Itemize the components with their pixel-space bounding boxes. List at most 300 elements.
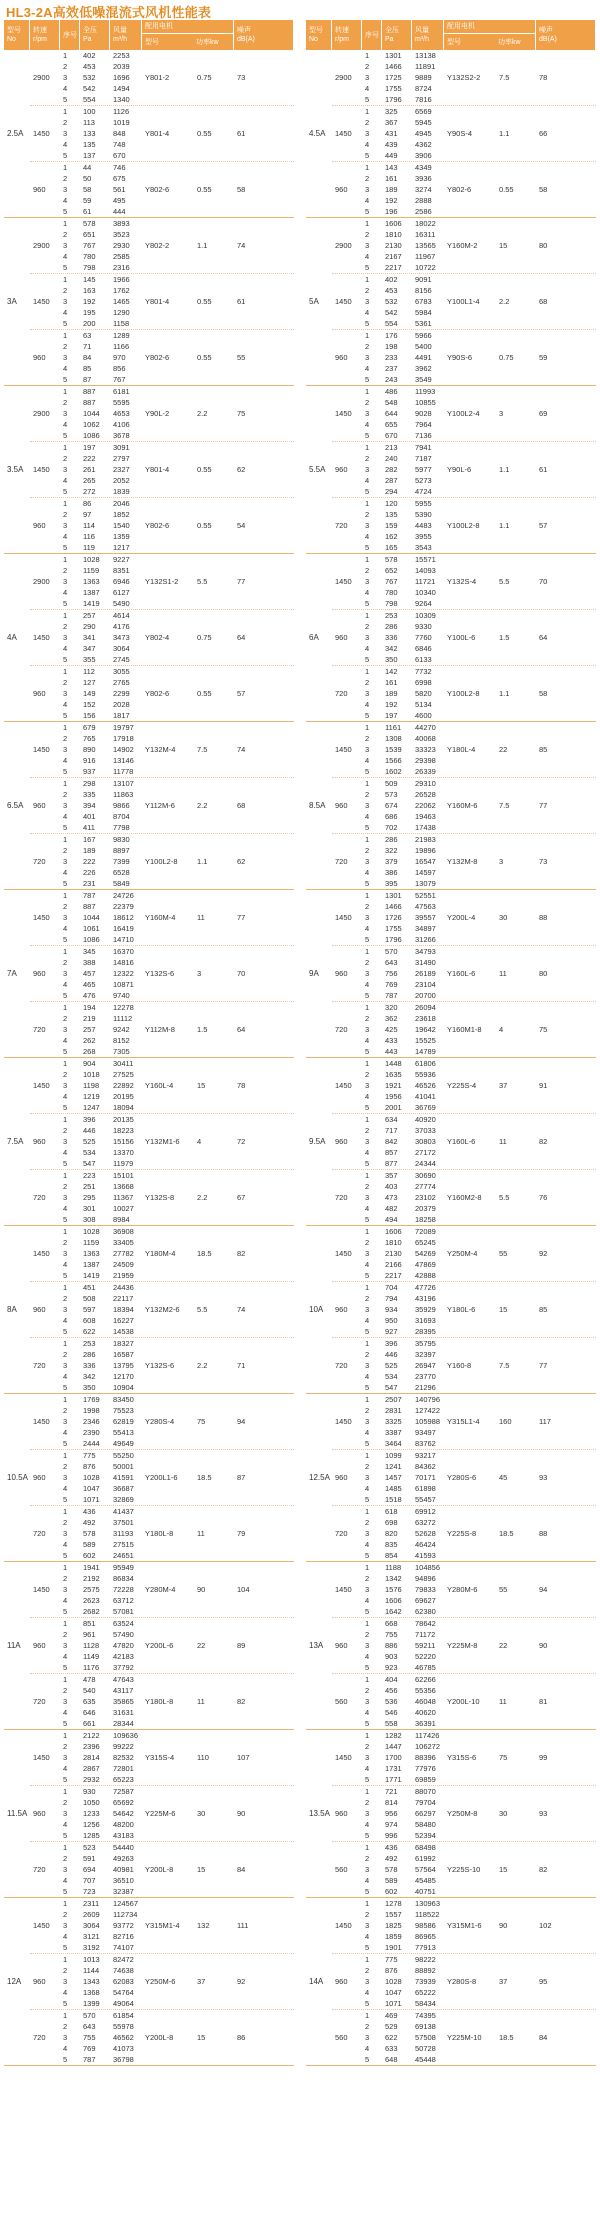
table-row [60, 1942, 142, 1953]
airflow-value: 49064 [113, 1999, 134, 2008]
table-row [60, 229, 142, 240]
table-row [60, 419, 142, 430]
pressure-value: 1188 [385, 1563, 402, 1572]
pressure-value: 755 [385, 1630, 398, 1639]
pressure-value: 1755 [385, 924, 402, 933]
table-row [362, 50, 444, 61]
motor-model: Y315S-6 [447, 1753, 477, 1762]
airflow-value: 670 [113, 151, 126, 160]
speed-column [30, 1226, 294, 1393]
row-number: 1 [365, 611, 370, 620]
airflow-value: 1839 [113, 487, 130, 496]
header-motor-sub [142, 34, 233, 50]
noise-value: 81 [539, 1697, 548, 1706]
motor-power: 3 [499, 857, 504, 866]
airflow-value: 30803 [415, 1137, 436, 1146]
table-row [60, 1102, 142, 1113]
table-row [362, 643, 444, 654]
airflow-value: 57508 [415, 2033, 436, 2042]
motor-model: Y200L-8 [145, 1865, 174, 1874]
pressure-value: 578 [385, 1865, 398, 1874]
airflow-value: 5984 [415, 308, 432, 317]
row-number: 5 [365, 1383, 370, 1392]
header-motor-power: 功率kw [196, 38, 219, 46]
pressure-value: 1363 [83, 1249, 100, 1258]
header-model-label: 型号 [309, 27, 323, 34]
speed-group [30, 1281, 294, 1337]
pressure-value: 286 [385, 835, 398, 844]
pressure-value: 674 [385, 801, 398, 810]
header-model [4, 20, 30, 50]
row-number: 3 [63, 745, 68, 754]
table-row [362, 1226, 444, 1237]
airflow-value: 32397 [415, 1350, 436, 1359]
table-row [60, 1349, 142, 1360]
pressure-value: 2831 [385, 1406, 402, 1415]
model-number: 5.5A [309, 465, 326, 474]
pressure-value: 644 [385, 409, 398, 418]
table-row [60, 677, 142, 688]
header-airflow [412, 20, 444, 50]
table-row [60, 330, 142, 341]
pressure-value: 523 [83, 1843, 96, 1852]
airflow-value: 61992 [415, 1854, 436, 1863]
motor-power: 30 [197, 1809, 206, 1818]
speed-group [30, 609, 294, 665]
airflow-value: 5955 [415, 499, 432, 508]
motor-config [142, 386, 234, 441]
airflow-value: 140796 [415, 1395, 441, 1404]
pressure-value: 534 [385, 1372, 398, 1381]
airflow-value: 10340 [415, 588, 436, 597]
noise-value: 54 [237, 521, 246, 530]
speed-group [30, 386, 294, 441]
motor-power: 18.5 [499, 2033, 514, 2042]
pressure-value: 1028 [83, 1227, 100, 1236]
row-number: 4 [365, 2044, 370, 2053]
model-group [4, 722, 294, 890]
table-row [60, 72, 142, 83]
table-row [60, 1125, 142, 1136]
noise-value: 85 [539, 745, 548, 754]
speed-value: 1450 [335, 297, 352, 306]
pressure-value: 240 [385, 454, 398, 463]
row-number: 1 [365, 2011, 370, 2020]
row-number: 4 [365, 756, 370, 765]
data-rows [362, 330, 444, 385]
airflow-value: 10027 [113, 1204, 134, 1213]
table-row [362, 1517, 444, 1528]
motor-model: Y160M2-8 [447, 1193, 482, 1202]
airflow-value: 72587 [113, 1787, 134, 1796]
pressure-value: 1642 [385, 1607, 402, 1616]
row-number: 2 [365, 790, 370, 799]
speed-column [30, 722, 294, 889]
table-row [362, 890, 444, 901]
table-row [362, 1002, 444, 1013]
noise-value: 72 [237, 1137, 246, 1146]
airflow-value: 13795 [113, 1361, 134, 1370]
pressure-value: 1028 [83, 1473, 100, 1482]
pressure-value: 192 [385, 700, 398, 709]
airflow-value: 2586 [415, 207, 432, 216]
motor-power: 110 [197, 1753, 209, 1762]
motor-model: Y160M-6 [447, 801, 478, 810]
motor-config [142, 1730, 234, 1785]
row-number: 1 [365, 1619, 370, 1628]
airflow-value: 22892 [113, 1081, 134, 1090]
pressure-value: 2217 [385, 263, 402, 272]
motor-model: Y802-6 [145, 521, 170, 530]
data-rows [362, 1226, 444, 1281]
pressure-value: 787 [83, 2055, 96, 2064]
table-row [60, 184, 142, 195]
speed-group [332, 1673, 596, 1729]
noise-value: 107 [237, 1753, 250, 1762]
pressure-value: 769 [385, 980, 398, 989]
table-row [362, 2054, 444, 2065]
motor-config [444, 1562, 536, 1617]
table-row [60, 1517, 142, 1528]
speed-column [332, 1394, 596, 1561]
pressure-value: 396 [83, 1115, 96, 1124]
row-number: 4 [63, 1708, 68, 1717]
airflow-value: 5945 [415, 118, 432, 127]
motor-config [444, 1282, 536, 1337]
motor-model: Y132M-8 [447, 857, 478, 866]
row-number: 3 [365, 2033, 370, 2042]
row-number: 2 [63, 790, 68, 799]
header-speed [30, 20, 60, 50]
airflow-value: 848 [113, 129, 126, 138]
speed-value: 720 [335, 521, 348, 530]
row-number: 2 [365, 1126, 370, 1135]
table-row [60, 744, 142, 755]
row-number: 3 [365, 353, 370, 362]
airflow-value: 82472 [113, 1955, 134, 1964]
motor-power: 0.75 [499, 353, 514, 362]
noise-value: 88 [539, 913, 548, 922]
table-row [362, 94, 444, 105]
pressure-value: 1810 [385, 1238, 402, 1247]
airflow-value: 48200 [113, 1820, 134, 1829]
table-row [60, 1450, 142, 1461]
header-no-label: 序号 [63, 31, 77, 39]
table-row [362, 733, 444, 744]
motor-model: Y180L-8 [145, 1697, 174, 1706]
speed-value: 960 [33, 185, 46, 194]
header-noise-unit: dB(A) [539, 36, 557, 43]
table-row [60, 296, 142, 307]
data-rows [60, 610, 142, 665]
airflow-value: 42183 [113, 1652, 134, 1661]
airflow-value: 2316 [113, 263, 130, 272]
row-number: 2 [365, 1294, 370, 1303]
motor-power: 0.55 [197, 689, 212, 698]
table-row [60, 666, 142, 677]
table-row [362, 1293, 444, 1304]
pressure-value: 189 [385, 185, 398, 194]
pressure-value: 974 [385, 1820, 398, 1829]
airflow-value: 55356 [415, 1686, 436, 1695]
pressure-value: 1387 [83, 588, 100, 597]
row-number: 5 [63, 543, 68, 552]
data-rows [60, 1786, 142, 1841]
airflow-value: 14816 [113, 958, 134, 967]
table-row [362, 1203, 444, 1214]
pressure-value: 558 [385, 1719, 398, 1728]
row-number: 4 [365, 196, 370, 205]
speed-value: 1450 [335, 1081, 352, 1090]
row-number: 3 [63, 353, 68, 362]
table-row [60, 2054, 142, 2065]
airflow-value: 74395 [415, 2011, 436, 2020]
pressure-value: 578 [385, 555, 398, 564]
table-row [60, 464, 142, 475]
row-number: 4 [365, 644, 370, 653]
speed-group [332, 161, 596, 217]
table-row [362, 1674, 444, 1685]
noise-value: 94 [237, 1417, 246, 1426]
table-row [60, 1674, 142, 1685]
row-number: 1 [365, 1395, 370, 1404]
airflow-value: 61806 [415, 1059, 436, 1068]
noise-value: 62 [237, 465, 246, 474]
table-row [60, 83, 142, 94]
airflow-value: 117426 [415, 1731, 440, 1740]
speed-value: 960 [33, 1641, 46, 1650]
pressure-value: 308 [83, 1215, 96, 1224]
motor-power: 1.1 [499, 129, 510, 138]
table-row [362, 1214, 444, 1225]
header-motor-model: 型号 [145, 38, 159, 46]
table-row [60, 1640, 142, 1651]
pressure-value: 540 [83, 1686, 96, 1695]
row-number: 1 [63, 1171, 68, 1180]
row-number: 1 [365, 667, 370, 676]
pressure-value: 50 [83, 174, 92, 183]
table-row [362, 1058, 444, 1069]
airflow-value: 16419 [113, 924, 134, 933]
row-number: 1 [365, 1899, 370, 1908]
table-row [362, 1920, 444, 1931]
table-row [60, 2010, 142, 2021]
row-number: 4 [63, 1876, 68, 1885]
motor-model: Y280M-6 [447, 1585, 478, 1594]
data-rows [362, 1954, 444, 2009]
pressure-value: 1086 [83, 431, 100, 440]
row-number: 1 [365, 163, 370, 172]
pressure-value: 1825 [385, 1921, 402, 1930]
motor-power: 0.55 [197, 521, 212, 530]
airflow-value: 11778 [113, 767, 134, 776]
row-number: 3 [365, 1977, 370, 1986]
row-number: 3 [365, 1025, 370, 1034]
motor-model: Y160L-6 [447, 1137, 476, 1146]
table-row [362, 1181, 444, 1192]
table-row [362, 509, 444, 520]
airflow-value: 29310 [415, 779, 436, 788]
noise-value: 84 [539, 2033, 548, 2042]
airflow-value: 74638 [113, 1966, 134, 1975]
row-number: 4 [63, 532, 68, 541]
motor-config [444, 1898, 536, 1953]
motor-model: Y160L-4 [145, 1081, 174, 1090]
pressure-value: 436 [83, 1507, 96, 1516]
speed-column [332, 554, 596, 721]
speed-value: 2900 [335, 241, 352, 250]
model-number: 7.5A [7, 1137, 24, 1146]
table-row [60, 845, 142, 856]
airflow-value: 40981 [113, 1865, 134, 1874]
row-number: 4 [365, 140, 370, 149]
table-row [60, 789, 142, 800]
airflow-value: 16370 [113, 947, 134, 956]
speed-column [332, 1226, 596, 1393]
row-number: 1 [365, 1507, 370, 1516]
table-row [60, 1528, 142, 1539]
motor-config [444, 50, 536, 105]
speed-value: 960 [335, 353, 348, 362]
airflow-value: 55978 [113, 2022, 134, 2031]
row-number: 5 [63, 711, 68, 720]
row-number: 5 [63, 1103, 68, 1112]
motor-model: Y315M1-6 [447, 1921, 482, 1930]
noise-value: 68 [237, 801, 246, 810]
airflow-value: 82716 [113, 1932, 134, 1941]
speed-group [30, 50, 294, 105]
motor-power: 4 [197, 1137, 202, 1146]
data-rows [60, 274, 142, 329]
pressure-value: 1050 [83, 1798, 100, 1807]
speed-value: 1450 [33, 913, 50, 922]
noise-value: 57 [237, 689, 246, 698]
airflow-value: 11979 [113, 1159, 134, 1168]
row-number: 5 [63, 1775, 68, 1784]
pressure-value: 655 [385, 420, 398, 429]
noise-value: 73 [539, 857, 548, 866]
row-number: 3 [63, 465, 68, 474]
airflow-value: 3274 [415, 185, 432, 194]
noise-value: 117 [539, 1417, 551, 1426]
motor-model: Y100L2-8 [447, 689, 480, 698]
row-number: 5 [365, 935, 370, 944]
data-rows [60, 2010, 142, 2065]
row-number: 3 [63, 913, 68, 922]
airflow-value: 6998 [415, 678, 432, 687]
pressure-value: 219 [83, 1014, 96, 1023]
airflow-value: 1158 [113, 319, 130, 328]
airflow-value: 20379 [415, 1204, 436, 1213]
speed-group [30, 1505, 294, 1561]
airflow-value: 3893 [113, 219, 130, 228]
motor-model: Y225M-6 [145, 1809, 176, 1818]
row-number: 3 [365, 1809, 370, 1818]
table-row [362, 778, 444, 789]
table-row [60, 576, 142, 587]
pressure-value: 1700 [385, 1753, 402, 1762]
pressure-value: 508 [83, 1294, 96, 1303]
motor-config [142, 1506, 234, 1561]
row-number: 2 [365, 1630, 370, 1639]
pressure-value: 597 [83, 1305, 96, 1314]
row-number: 4 [63, 1372, 68, 1381]
noise-value: 61 [237, 129, 246, 138]
model-number: 9.5A [309, 1137, 326, 1146]
airflow-value: 970 [113, 353, 126, 362]
model-group [4, 1226, 294, 1394]
airflow-value: 10722 [415, 263, 436, 272]
pressure-value: 1796 [385, 95, 402, 104]
model-number: 13.5A [309, 1809, 330, 1818]
header-motor-label: 配用电机 [447, 23, 475, 30]
row-number: 4 [63, 1204, 68, 1213]
speed-value: 960 [33, 801, 46, 810]
header-airflow-label: 风量 [415, 27, 429, 34]
motor-power: 3 [499, 409, 504, 418]
motor-config [444, 498, 536, 553]
airflow-value: 79833 [415, 1585, 436, 1594]
pressure-value: 425 [385, 1025, 398, 1034]
row-number: 1 [63, 1731, 68, 1740]
speed-value: 560 [335, 1865, 348, 1874]
row-number: 1 [63, 1283, 68, 1292]
speed-column [332, 1058, 596, 1225]
row-number: 2 [63, 398, 68, 407]
airflow-value: 36908 [113, 1227, 134, 1236]
motor-power: 90 [499, 1921, 508, 1930]
pressure-value: 282 [385, 465, 398, 474]
model-group [4, 218, 294, 386]
row-number: 1 [365, 443, 370, 452]
row-number: 3 [365, 1081, 370, 1090]
airflow-value: 444 [113, 207, 126, 216]
row-number: 1 [63, 1339, 68, 1348]
airflow-value: 13370 [113, 1148, 134, 1157]
airflow-value: 4106 [113, 420, 130, 429]
motor-power: 11 [499, 969, 507, 978]
pressure-value: 1144 [83, 1966, 100, 1975]
pressure-value: 320 [385, 1003, 398, 1012]
airflow-value: 31490 [415, 958, 436, 967]
data-rows [362, 1786, 444, 1841]
row-number: 3 [63, 1361, 68, 1370]
pressure-value: 257 [83, 611, 96, 620]
airflow-value: 98222 [415, 1955, 436, 1964]
table-row [60, 946, 142, 957]
table-row [362, 1954, 444, 1965]
table-row [60, 2032, 142, 2043]
row-number: 5 [63, 2055, 68, 2064]
data-rows [362, 1618, 444, 1673]
airflow-value: 47869 [415, 1260, 436, 1269]
airflow-value: 118522 [415, 1910, 440, 1919]
row-number: 3 [365, 689, 370, 698]
motor-model: Y802-6 [145, 185, 170, 194]
header-noise-label: 噪声 [539, 27, 553, 34]
airflow-value: 27172 [415, 1148, 436, 1157]
airflow-value: 98586 [415, 1921, 436, 1930]
row-number: 3 [365, 1585, 370, 1594]
airflow-value: 71172 [415, 1630, 436, 1639]
pressure-value: 3192 [83, 1943, 100, 1952]
airflow-value: 104856 [415, 1563, 441, 1572]
table-row [60, 1651, 142, 1662]
pressure-value: 723 [83, 1887, 96, 1896]
row-number: 2 [365, 230, 370, 239]
pressure-value: 2396 [83, 1742, 100, 1751]
header-model [306, 20, 332, 50]
